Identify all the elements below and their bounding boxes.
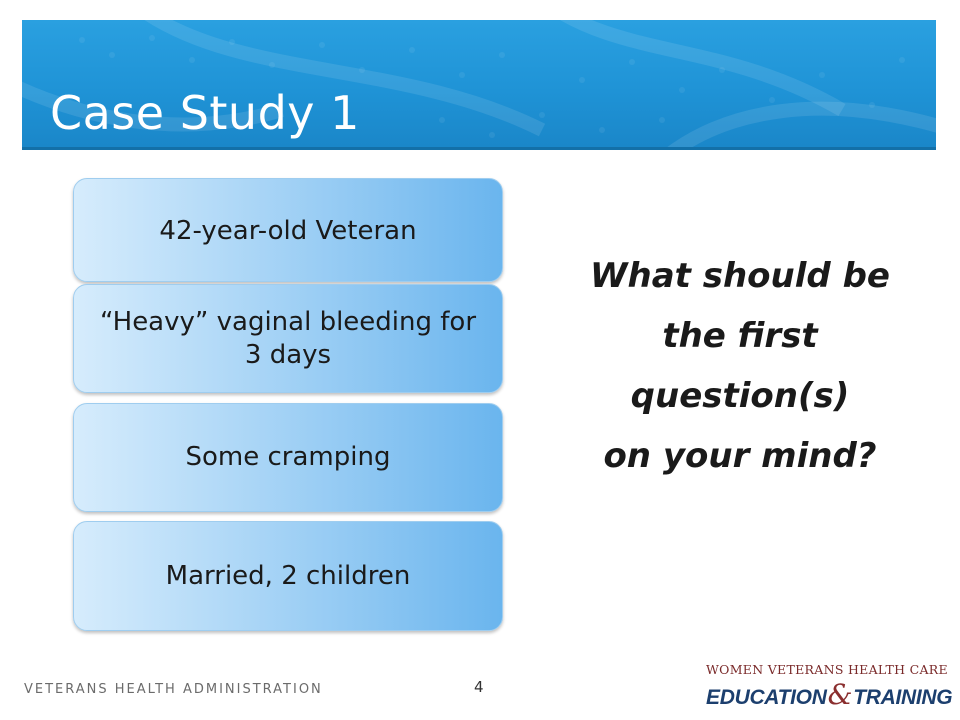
fact-box-age: 42-year-old Veteran [73,178,503,282]
fact-box-family: Married, 2 children [73,521,503,631]
question-line: What should be [590,256,890,296]
logo-education-text: EDUCATION [706,686,827,709]
page-title: Case Study 1 [50,86,360,140]
logo-training-text: TRAINING [853,686,953,709]
logo-ampersand: & [827,678,853,711]
footer-organization: VETERANS HEALTH ADMINISTRATION [24,682,323,697]
title-banner [22,20,936,150]
wvhc-education-training-logo [706,662,953,711]
question-line: question(s) [630,376,850,416]
question-line: on your mind? [603,436,877,476]
page-number: 4 [474,678,484,696]
question-line: the first [662,316,818,356]
fact-box-bleeding: “Heavy” vaginal bleeding for 3 days [73,284,503,393]
discussion-question [545,246,935,486]
fact-box-cramping: Some cramping [73,403,503,512]
logo-line-1: WOMEN VETERANS HEALTH CARE [706,662,948,677]
logo-line-2 [706,678,952,711]
